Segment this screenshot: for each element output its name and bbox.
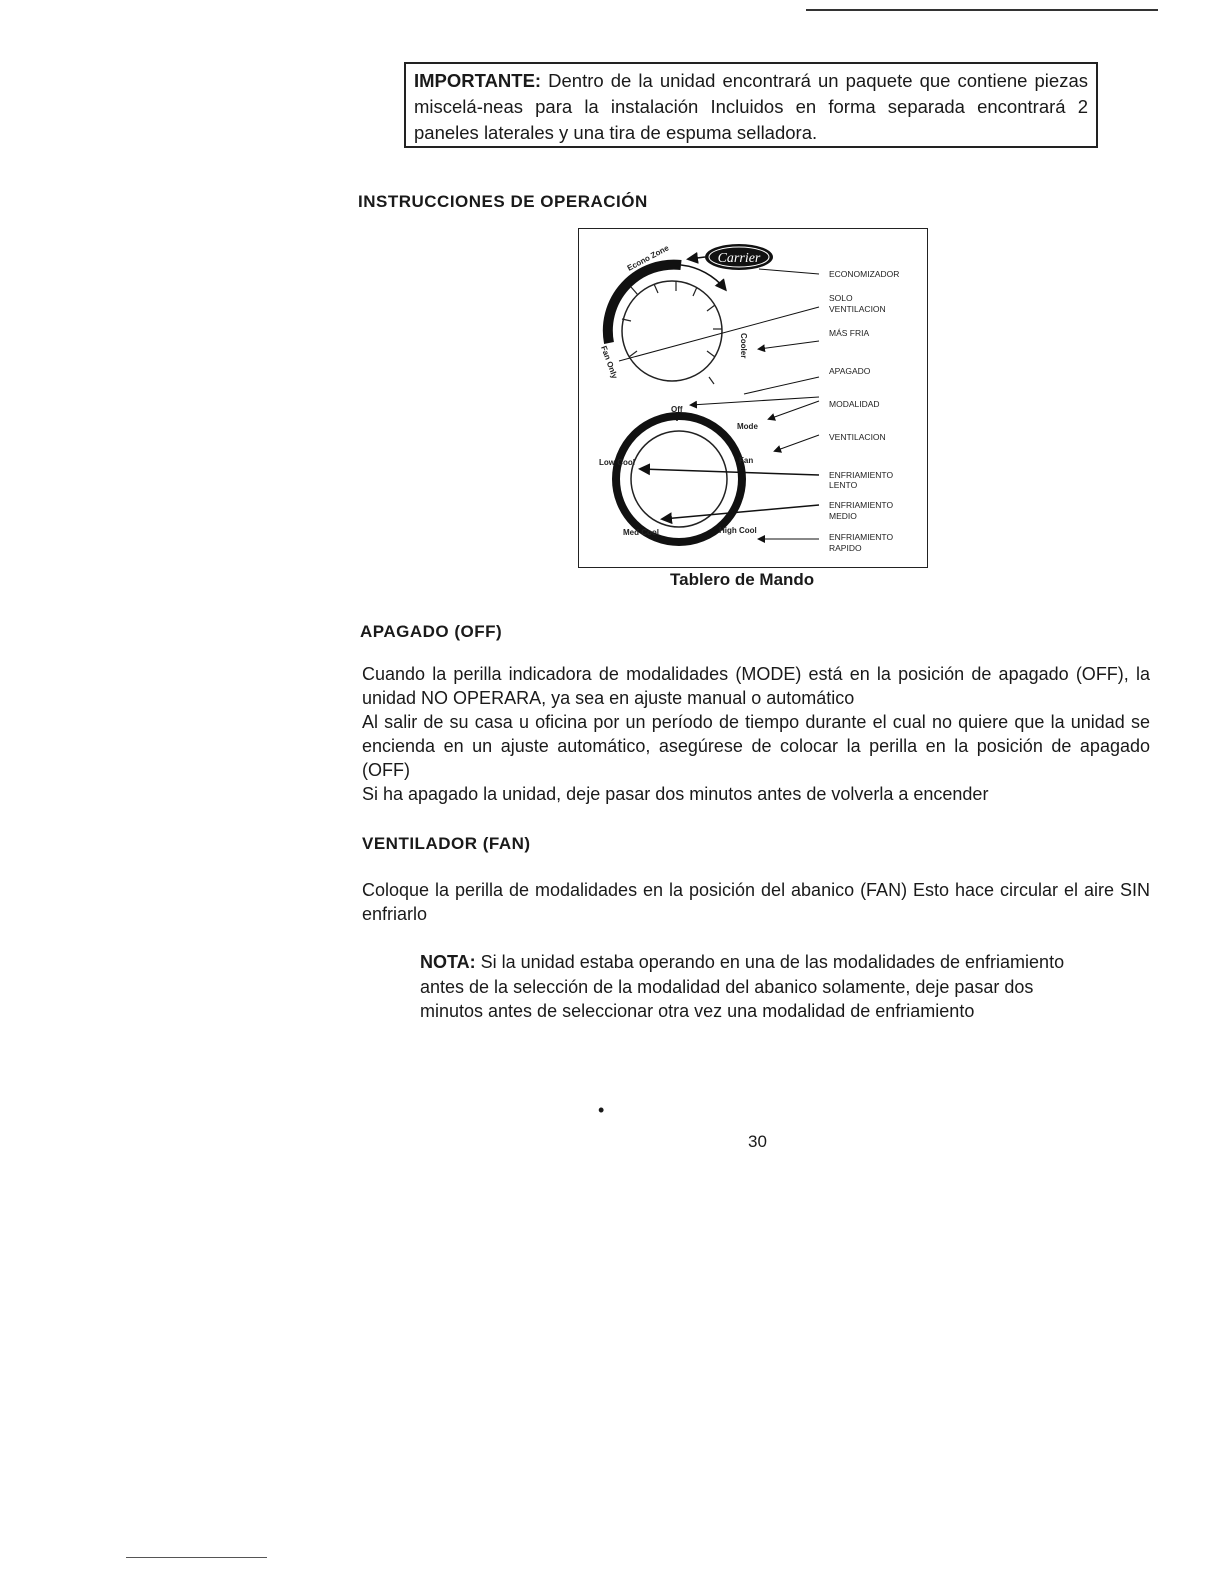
label-enfriamiento-rapido-1: ENFRIAMIENTO — [829, 532, 894, 542]
important-text: Dentro de la unidad encontrará un paquete que contiene piezas miscelá-neas para la instalación Incluidos en forma separada encontrará 2 paneles laterales y una tira de espuma selladora. — [414, 70, 1088, 143]
med-cool-label: Med Cool — [623, 528, 659, 537]
label-solo: SOLO — [829, 293, 853, 303]
high-cool-label: High Cool — [719, 526, 757, 535]
cooler-label: Cooler — [739, 333, 748, 359]
heading-instrucciones: INSTRUCCIONES DE OPERACIÓN — [358, 192, 648, 211]
nota-text: Si la unidad estaba operando en una de las modalidades de enfriamiento antes de la selección de la modalidad del abanico solamente, deje pasar dos minutos antes de seleccionar otra vez una modalidad de enfriamiento — [420, 952, 1065, 1021]
apagado-paragraph-1: Cuando la perilla indicadora de modalidades (MODE) está en la posición de apagado (OFF), la unidad NO OPERARA, ya sea en ajuste manual o automático — [362, 664, 1150, 708]
nota-block — [420, 950, 1096, 1024]
thermostat-dial[interactable] — [622, 281, 722, 381]
label-enfriamiento-lento-2: LENTO — [829, 480, 858, 490]
label-enfriamiento-medio-1: ENFRIAMIENTO — [829, 500, 894, 510]
mode-knob[interactable] — [616, 416, 742, 542]
apagado-section — [362, 662, 1150, 806]
control-panel-drawing — [579, 229, 929, 569]
label-economizador: ECONOMIZADOR — [829, 269, 900, 279]
top-rule — [806, 9, 1158, 11]
label-apagado: APAGADO — [829, 366, 871, 376]
fan-only-label: Fan Only — [599, 344, 620, 380]
stray-mark: • — [598, 1100, 605, 1120]
label-enfriamiento-lento-1: ENFRIAMIENTO — [829, 470, 894, 480]
heading-ventilador: VENTILADOR (FAN) — [362, 834, 531, 853]
carrier-logo-text: Carrier — [717, 251, 761, 266]
bottom-rule — [126, 1557, 267, 1558]
label-enfriamiento-medio-2: MEDIO — [829, 511, 857, 521]
fan-label: Fan — [739, 456, 754, 465]
low-cool-label: Low Cool — [599, 458, 635, 467]
heading-apagado: APAGADO (OFF) — [360, 622, 503, 641]
nota-label: NOTA: — [420, 952, 476, 972]
econo-zone-arc — [608, 265, 681, 343]
ventilador-text: Coloque la perilla de modalidades en la posición del abanico (FAN) Esto hace circular el aire SIN enfriarlo — [362, 880, 1150, 924]
apagado-paragraph-2: Al salir de su casa u oficina por un período de tiempo durante el cual no quiere que la unidad se encienda en un ajuste automático, asegúrese de colocar la perilla en la posición de apagado (OFF) — [362, 712, 1150, 780]
apagado-paragraph-3: Si ha apagado la unidad, deje pasar dos minutos antes de volverla a encender — [362, 784, 989, 804]
mode-label: Mode — [737, 422, 758, 431]
ventilador-paragraph — [362, 878, 1150, 926]
important-label: IMPORTANTE: — [414, 70, 542, 91]
econo-zone-label: Econo Zone — [625, 243, 671, 273]
diagram-caption: Tablero de Mando — [670, 570, 815, 589]
control-panel-diagram — [578, 228, 928, 568]
label-modalidad: MODALIDAD — [829, 399, 880, 409]
label-ventilacion: VENTILACION — [829, 432, 886, 442]
off-label: Off — [671, 405, 683, 414]
label-mas-fria: MÁS FRIA — [829, 328, 870, 338]
label-ventilacion-solo: VENTILACION — [829, 304, 886, 314]
label-enfriamiento-rapido-2: RAPIDO — [829, 543, 862, 553]
important-notice-box — [404, 62, 1098, 148]
page-number: 30 — [748, 1132, 767, 1151]
